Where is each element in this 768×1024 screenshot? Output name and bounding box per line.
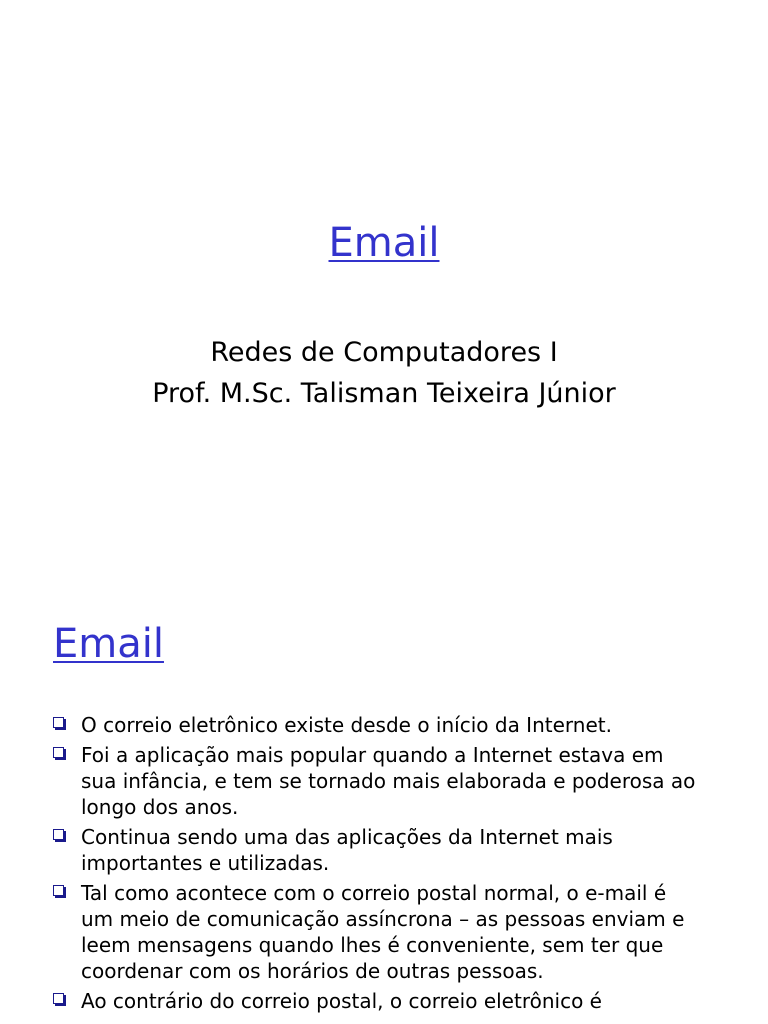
cover-title (0, 218, 768, 268)
bullet-text: Continua sendo uma das aplicações da Internet mais importantes e utilizadas. (81, 825, 613, 875)
cover-title-link[interactable]: Email (328, 220, 440, 266)
slide-title-link[interactable]: Email (53, 621, 164, 667)
bullet-text: Foi a aplicação mais popular quando a Internet estava em sua infância, e tem se tornado mais elaborada e poderosa ao longo dos anos. (81, 743, 696, 819)
course-name: Redes de Computadores I (210, 337, 558, 368)
bullet-text: O correio eletrônico existe desde o início da Internet. (81, 713, 612, 737)
bullet-item (52, 712, 702, 738)
hollow-square-bullet-icon (53, 885, 64, 896)
bullet-text: Ao contrário do correio postal, o correio eletrônico é (81, 989, 602, 1013)
bullet-item (52, 880, 702, 984)
hollow-square-bullet-icon (53, 829, 64, 840)
bullet-list (52, 712, 702, 1018)
bullet-item (52, 742, 702, 820)
bullet-item (52, 988, 702, 1014)
professor-name: Prof. M.Sc. Talisman Teixeira Júnior (152, 378, 616, 409)
bullet-item (52, 824, 702, 876)
hollow-square-bullet-icon (53, 993, 64, 1004)
hollow-square-bullet-icon (53, 747, 64, 758)
content-slide (0, 576, 768, 1024)
slide-title (53, 619, 164, 669)
cover-subtitle (0, 332, 768, 414)
bullet-text: Tal como acontece com o correio postal normal, o e-mail é um meio de comunicação assíncrona – as pessoas enviam e leem mensagens quando lhes é conveniente, sem ter que coordenar com os horários de outras pessoas. (81, 881, 685, 983)
hollow-square-bullet-icon (53, 717, 64, 728)
